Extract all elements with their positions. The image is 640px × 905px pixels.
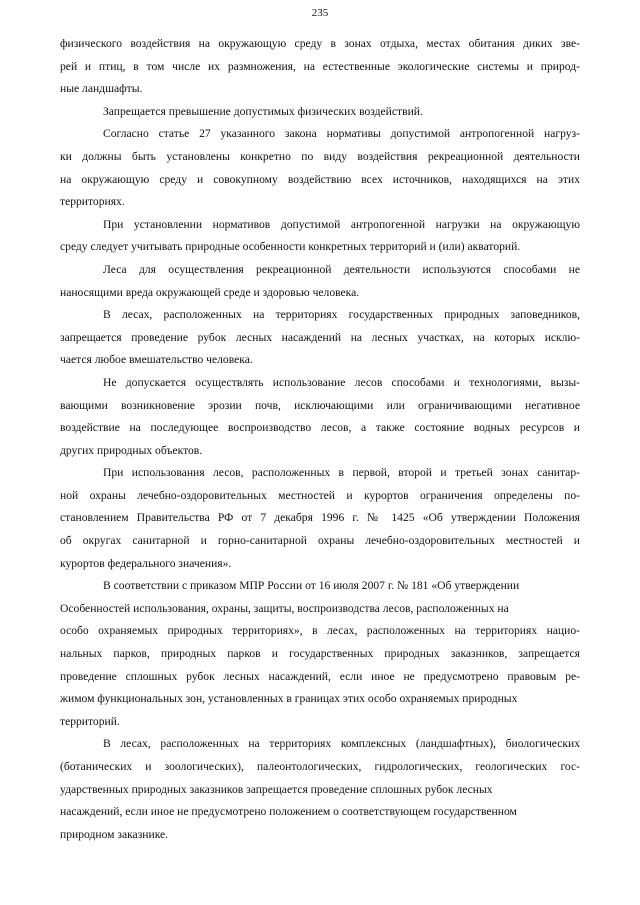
text-line: физического воздействия на окружающую среду в зонах отдыха, местах обитания диких зве- (60, 37, 580, 50)
text-line: В лесах, расположенных на территориях государственных природных заповедников, (103, 308, 580, 322)
text-line: курортов федерального значения». (60, 556, 232, 570)
text-line: насаждений, если иное не предусмотрено положением о соответствующем государственном (60, 805, 517, 819)
text-line: жимом функциональных зон, установленных в границах этих особо охраняемых природных (60, 692, 518, 706)
text-line: наносящими вреда окружающей среде и здоровью человека. (60, 285, 360, 299)
text-line: на окружающую среду и совокупному воздействию всех источников, находящихся на этих (60, 172, 580, 186)
text-line: Особенностей использования, охраны, защиты, воспроизводства лесов, расположенных на (60, 601, 509, 615)
text-line: ной охраны лечебно-оздоровительных местностей и курортов ограничения определены по- (60, 488, 580, 502)
text-line: особо охраняемых природных территориях», в лесах, расположенных на территориях нацио- (60, 624, 580, 638)
text-line: Запрещается превышение допустимых физических воздействий. (103, 104, 423, 118)
text-line: ные ландшафты. (60, 82, 143, 96)
text-line: (ботанических и зоологических), палеонтологических, гидрологических, геологических гос- (60, 760, 580, 773)
text-line: территорий. (60, 714, 120, 728)
text-line: Не допускается осуществлять использование лесов способами и технологиями, вызы- (103, 375, 580, 389)
text-line: территориях. (60, 195, 125, 209)
text-line: проведение сплошных рубок лесных насаждений, если иное не предусмотрено правовым ре- (60, 669, 580, 683)
text-line: воздействие на последующее воспроизводство лесов, а также состояние водных ресурсов и (60, 421, 580, 435)
text-line: Леса для осуществления рекреационной деятельности используются способами не (103, 262, 580, 276)
page-number: 235 (311, 7, 329, 19)
text-line: чается любое вмешательство человека. (60, 353, 253, 367)
text-line: ки должны быть установлены конкретно по виду воздействия рекреационной деятельности (60, 149, 580, 163)
text-line: среду следует учитывать природные особенности конкретных территорий и (или) акваторий. (60, 240, 521, 254)
text-line: Согласно статье 27 указанного закона нормативы допустимой антропогенной нагруз- (103, 127, 580, 141)
text-line: При установлении нормативов допустимой антропогенной нагрузки на окружающую (103, 217, 580, 231)
text-line: становлением Правительства РФ от 7 декабря 1996 г. № 1425 «Об утверждении Положения (60, 511, 580, 525)
text-line: ударственных природных заказников запрещается проведение сплошных рубок лесных (60, 782, 493, 796)
body-text (60, 33, 580, 846)
text-line: вающими возникновение эрозии почв, исключающими или ограничивающими негативное (60, 398, 580, 412)
text-line: В лесах, расположенных на территориях комплексных (ландшафтных), биологических (103, 737, 580, 751)
text-line: рей и птиц, в том числе их размножения, на естественные экологические системы и природ- (60, 59, 580, 73)
text-line: об округах санитарной и горно-санитарной охраны лечебно-оздоровительных местностей и (60, 534, 580, 548)
text-line: нальных парков, природных парков и государственных природных заказников, запрещается (60, 647, 580, 661)
text-line: В соответствии с приказом МПР России от 16 июля 2007 г. № 181 «Об утверждении (103, 579, 520, 593)
text-line: других природных объектов. (60, 443, 203, 457)
text-line: природном заказнике. (60, 827, 169, 841)
text-line: При использования лесов, расположенных в первой, второй и третьей зонах санитар- (103, 466, 580, 480)
text-line: запрещается проведение рубок лесных насаждений на лесных участках, на которых исклю- (60, 330, 580, 344)
